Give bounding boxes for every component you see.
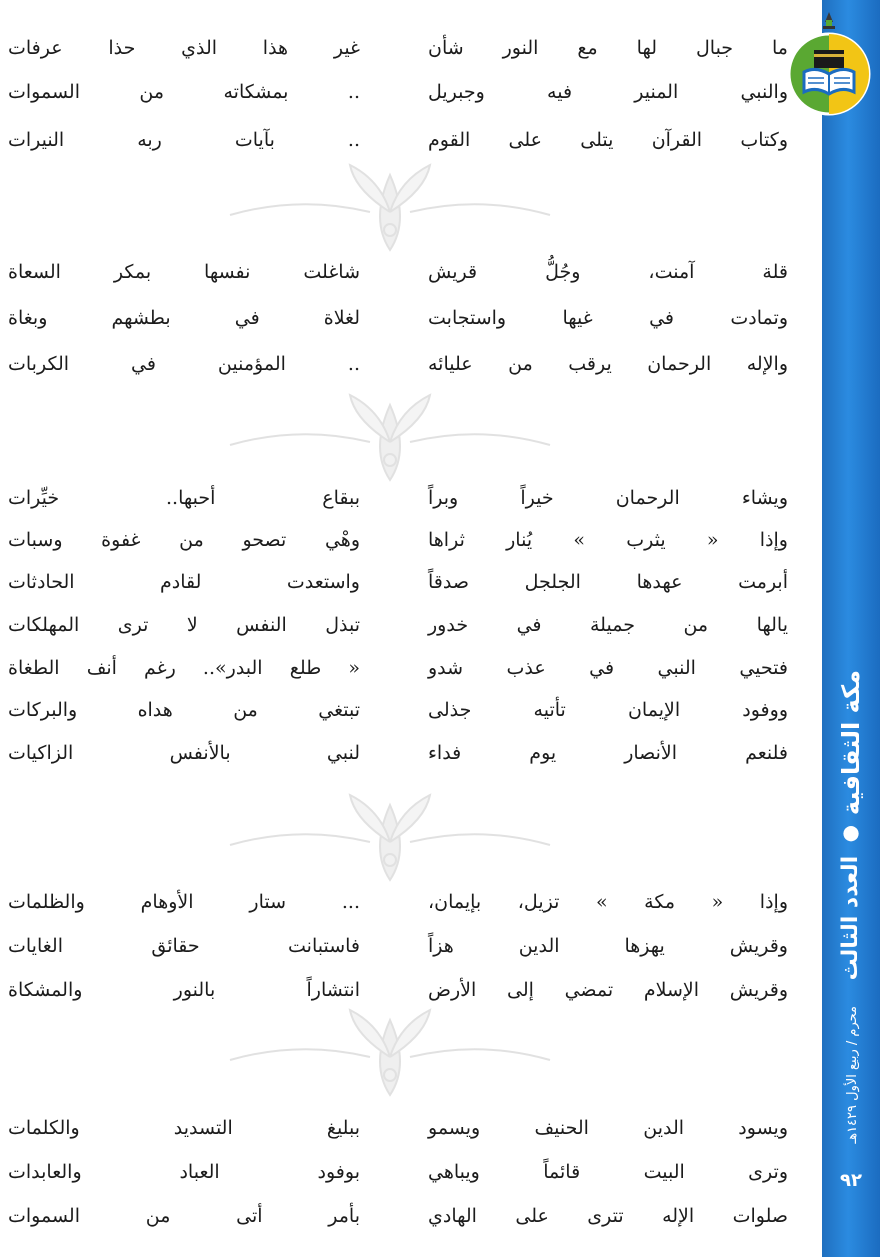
verse-line xyxy=(8,1152,788,1192)
verse-first-hemistich: قلة آمنت، وجُلُّ قريش xyxy=(428,261,788,283)
verse-second-hemistich: لغلاة في بطشهم وبغاة xyxy=(8,307,360,329)
verse-line xyxy=(8,970,788,1010)
verse-second-hemistich: .. بمشكاته من السموات xyxy=(8,81,360,103)
verse-second-hemistich: شاغلت نفسها بمكر السعاة xyxy=(8,261,360,283)
verse-line xyxy=(8,520,788,560)
verse-first-hemistich: وترى البيت قائماً ويباهي xyxy=(428,1161,788,1183)
verse-first-hemistich: وقريش يهزها الدين هزاً xyxy=(428,935,788,957)
verse-second-hemistich: وهْي تصحو من غفوة وسبات xyxy=(8,529,360,551)
sidebar-date xyxy=(832,1000,872,1150)
verse-line xyxy=(8,28,788,68)
verse-line xyxy=(8,72,788,112)
verse-first-hemistich: والنبي المنير فيه وجبريل xyxy=(428,81,788,103)
separator-dot-icon: ● xyxy=(839,823,863,848)
verse-line xyxy=(8,733,788,773)
verse-first-hemistich: أبرمت عهدها الجلجل صدقاً xyxy=(428,571,788,593)
verse-first-hemistich: ما جبال لها مع النور شأن xyxy=(428,37,788,59)
verse-line xyxy=(8,926,788,966)
floral-ornament-icon xyxy=(220,150,560,260)
verse-second-hemistich: لنبي بالأنفس الزاكيات xyxy=(8,742,360,764)
verse-second-hemistich: .. المؤمنين في الكربات xyxy=(8,353,360,375)
verse-first-hemistich: صلوات الإله تترى على الهادي xyxy=(428,1205,788,1227)
verse-second-hemistich: انتشاراً بالنور والمشكاة xyxy=(8,979,360,1001)
verse-first-hemistich: وإذا « يثرب » يُنار ثراها xyxy=(428,529,788,551)
verse-line xyxy=(8,648,788,688)
floral-ornament-icon xyxy=(220,780,560,890)
verse-line xyxy=(8,605,788,645)
verse-second-hemistich: بأمر أتى من السموات xyxy=(8,1205,360,1227)
verse-second-hemistich: ببليغ التسديد والكلمات xyxy=(8,1117,360,1139)
verse-first-hemistich: وقريش الإسلام تمضي إلى الأرض xyxy=(428,979,788,1001)
verse-line xyxy=(8,252,788,292)
sidebar-title xyxy=(826,655,876,995)
verse-first-hemistich: ووفود الإيمان تأتيه جذلى xyxy=(428,699,788,721)
verse-first-hemistich: وتمادت في غيها واستجابت xyxy=(428,307,788,329)
verse-first-hemistich: وإذا « مكة » تزيل، بإيمان، xyxy=(428,891,788,913)
issue-date: محرم / ربيع الأول ١٤٢٩هـ xyxy=(844,1006,860,1144)
verse-first-hemistich: فتحيي النبي في عذب شدو xyxy=(428,657,788,679)
verse-first-hemistich: فلنعم الأنصار يوم فداء xyxy=(428,742,788,764)
verse-second-hemistich: واستعدت لقادم الحادثات xyxy=(8,571,360,593)
verse-second-hemistich: « طلع البدر».. رغم أنف الطغاة xyxy=(8,657,360,679)
verse-line xyxy=(8,1196,788,1236)
verse-line xyxy=(8,344,788,384)
verse-line xyxy=(8,562,788,602)
verse-second-hemistich: غير هذا الذي حذا عرفات xyxy=(8,37,360,59)
verse-line xyxy=(8,478,788,518)
verse-second-hemistich: ببقاع أحبها.. خيِّرات xyxy=(8,487,360,509)
verse-second-hemistich: ... ستار الأوهام والظلمات xyxy=(8,891,360,913)
verse-line xyxy=(8,690,788,730)
verse-first-hemistich: ويشاء الرحمان خيراً وبراً xyxy=(428,487,788,509)
verse-line xyxy=(8,1108,788,1148)
verse-second-hemistich: فاستبانت حقائق الغايات xyxy=(8,935,360,957)
verse-first-hemistich: والإله الرحمان يرقب من عليائه xyxy=(428,353,788,375)
verse-second-hemistich: .. بآيات ربه النيرات xyxy=(8,129,360,151)
verse-first-hemistich: وكتاب القرآن يتلى على القوم xyxy=(428,129,788,151)
verse-line xyxy=(8,120,788,160)
issue-label: العدد الثالث xyxy=(838,855,863,981)
floral-ornament-icon xyxy=(220,380,560,490)
verse-first-hemistich: يالها من جميلة في خدور xyxy=(428,614,788,636)
verse-second-hemistich: تبتغي من هداه والبركات xyxy=(8,699,360,721)
verse-line xyxy=(8,298,788,338)
magazine-title: مكة الثقافية xyxy=(837,669,865,815)
page-number: ٩٢ xyxy=(840,1170,862,1191)
verse-second-hemistich: بوفود العباد والعابدات xyxy=(8,1161,360,1183)
magazine-logo-icon xyxy=(786,12,872,124)
verse-first-hemistich: ويسود الدين الحنيف ويسمو xyxy=(428,1117,788,1139)
verse-second-hemistich: تبذل النفس لا ترى المهلكات xyxy=(8,614,360,636)
floral-ornament-icon xyxy=(220,995,560,1105)
sidebar xyxy=(822,0,880,1257)
verse-line xyxy=(8,882,788,922)
